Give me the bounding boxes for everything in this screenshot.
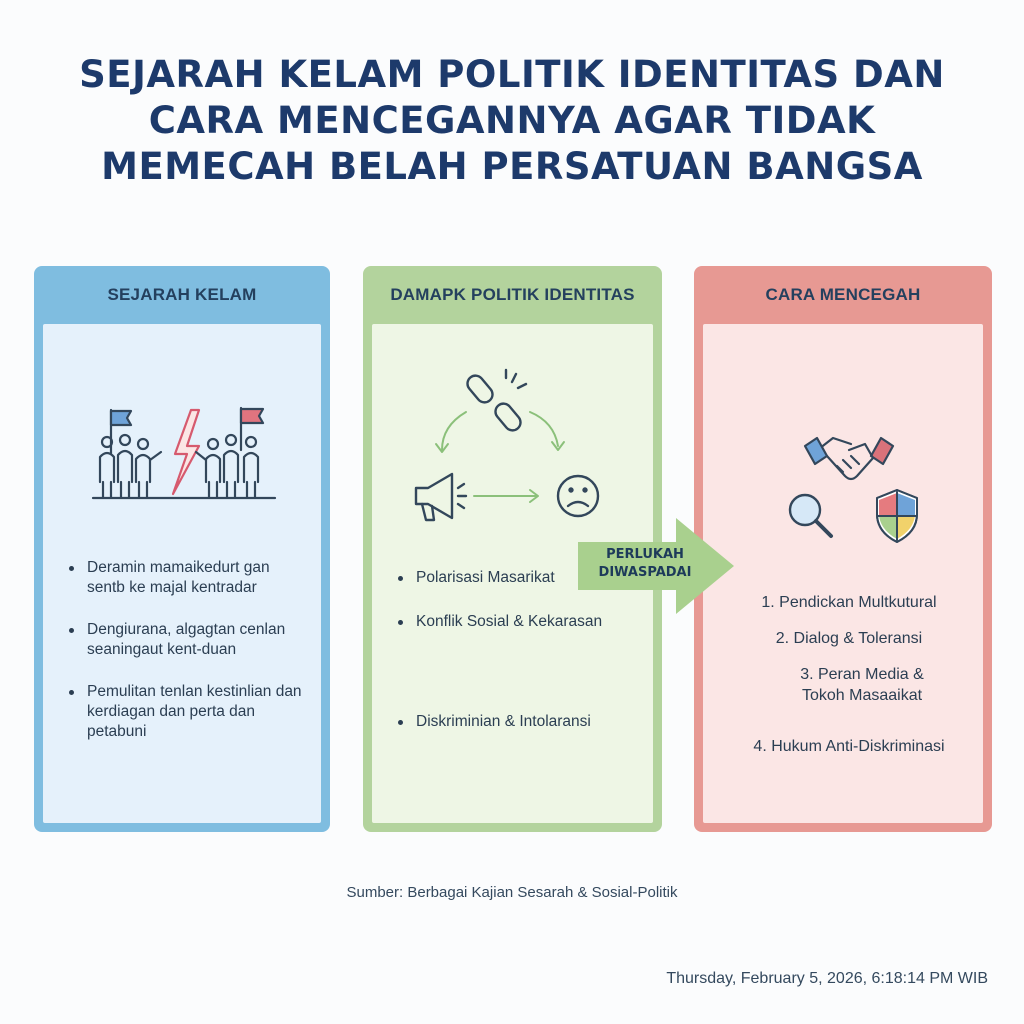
- list-item: 3. Peran Media & Tokoh Masaaikat: [800, 666, 924, 704]
- megaphone-icon: [416, 474, 466, 520]
- page-title: [0, 52, 1024, 190]
- arrow-label-line-1: PERLUKAH: [606, 547, 684, 562]
- panel-sejarah-kelam: [34, 266, 330, 832]
- handshake-icon: [805, 438, 893, 479]
- title-line-1: SEJARAH KELAM POLITIK IDENTITAS DAN: [79, 53, 945, 96]
- panel-cara-mencegah: [694, 266, 992, 832]
- broken-chain-icon: [464, 370, 526, 434]
- source-caption: Sumber: Berbagai Kajian Sesarah & Sosial-Politik: [346, 884, 678, 901]
- list-item: 1. Pendickan Multkutural: [761, 594, 937, 611]
- list-item: Diskriminian & Intolaransi: [394, 712, 639, 732]
- list-item: Dengiurana, algagtan cenlan seaningaut kent-duan: [65, 620, 307, 660]
- arrow-label: [582, 546, 708, 582]
- sad-face-icon: [558, 476, 598, 516]
- magnifier-icon: [790, 495, 831, 536]
- mencegah-icons: [765, 380, 965, 560]
- sejarah-list: [65, 558, 307, 742]
- list-item: 4. Hukum Anti-Diskriminasi: [753, 738, 945, 755]
- shield-icon: [877, 490, 917, 542]
- list-item: Konflik Sosial & Kekarasan: [394, 612, 639, 632]
- panel-sejarah-header: SEJARAH KELAM: [107, 285, 257, 304]
- panel-dampak-header: DAMAPK POLITIK IDENTITAS: [390, 285, 635, 304]
- title-line-3: MEMECAH BELAH PERSATUAN BANGSA: [101, 145, 923, 188]
- panel-sejarah-body: [43, 324, 321, 823]
- list-item: 2. Dialog & Toleransi: [775, 630, 923, 647]
- list-item: Polarisasi Masarikat: [394, 568, 639, 588]
- dampak-cycle-diagram: [402, 364, 622, 534]
- list-item: Deramin mamaikedurt gan sentb ke majal kentradar: [65, 558, 307, 598]
- panel-mencegah-header: CARA MENCEGAH: [765, 285, 921, 304]
- arrow-label-line-2: DIWASPADAI: [598, 565, 692, 580]
- title-line-2: CARA MENCEGANNYA AGAR TIDAK: [148, 99, 876, 142]
- crowd-conflict-icon: [91, 402, 277, 502]
- list-item: Pemulitan tenlan kestinlian dan kerdiagan dan perta dan petabuni: [65, 682, 307, 742]
- panel-mencegah-body: [703, 324, 983, 823]
- timestamp: Thursday, February 5, 2026, 6:18:14 PM WIB: [666, 970, 988, 987]
